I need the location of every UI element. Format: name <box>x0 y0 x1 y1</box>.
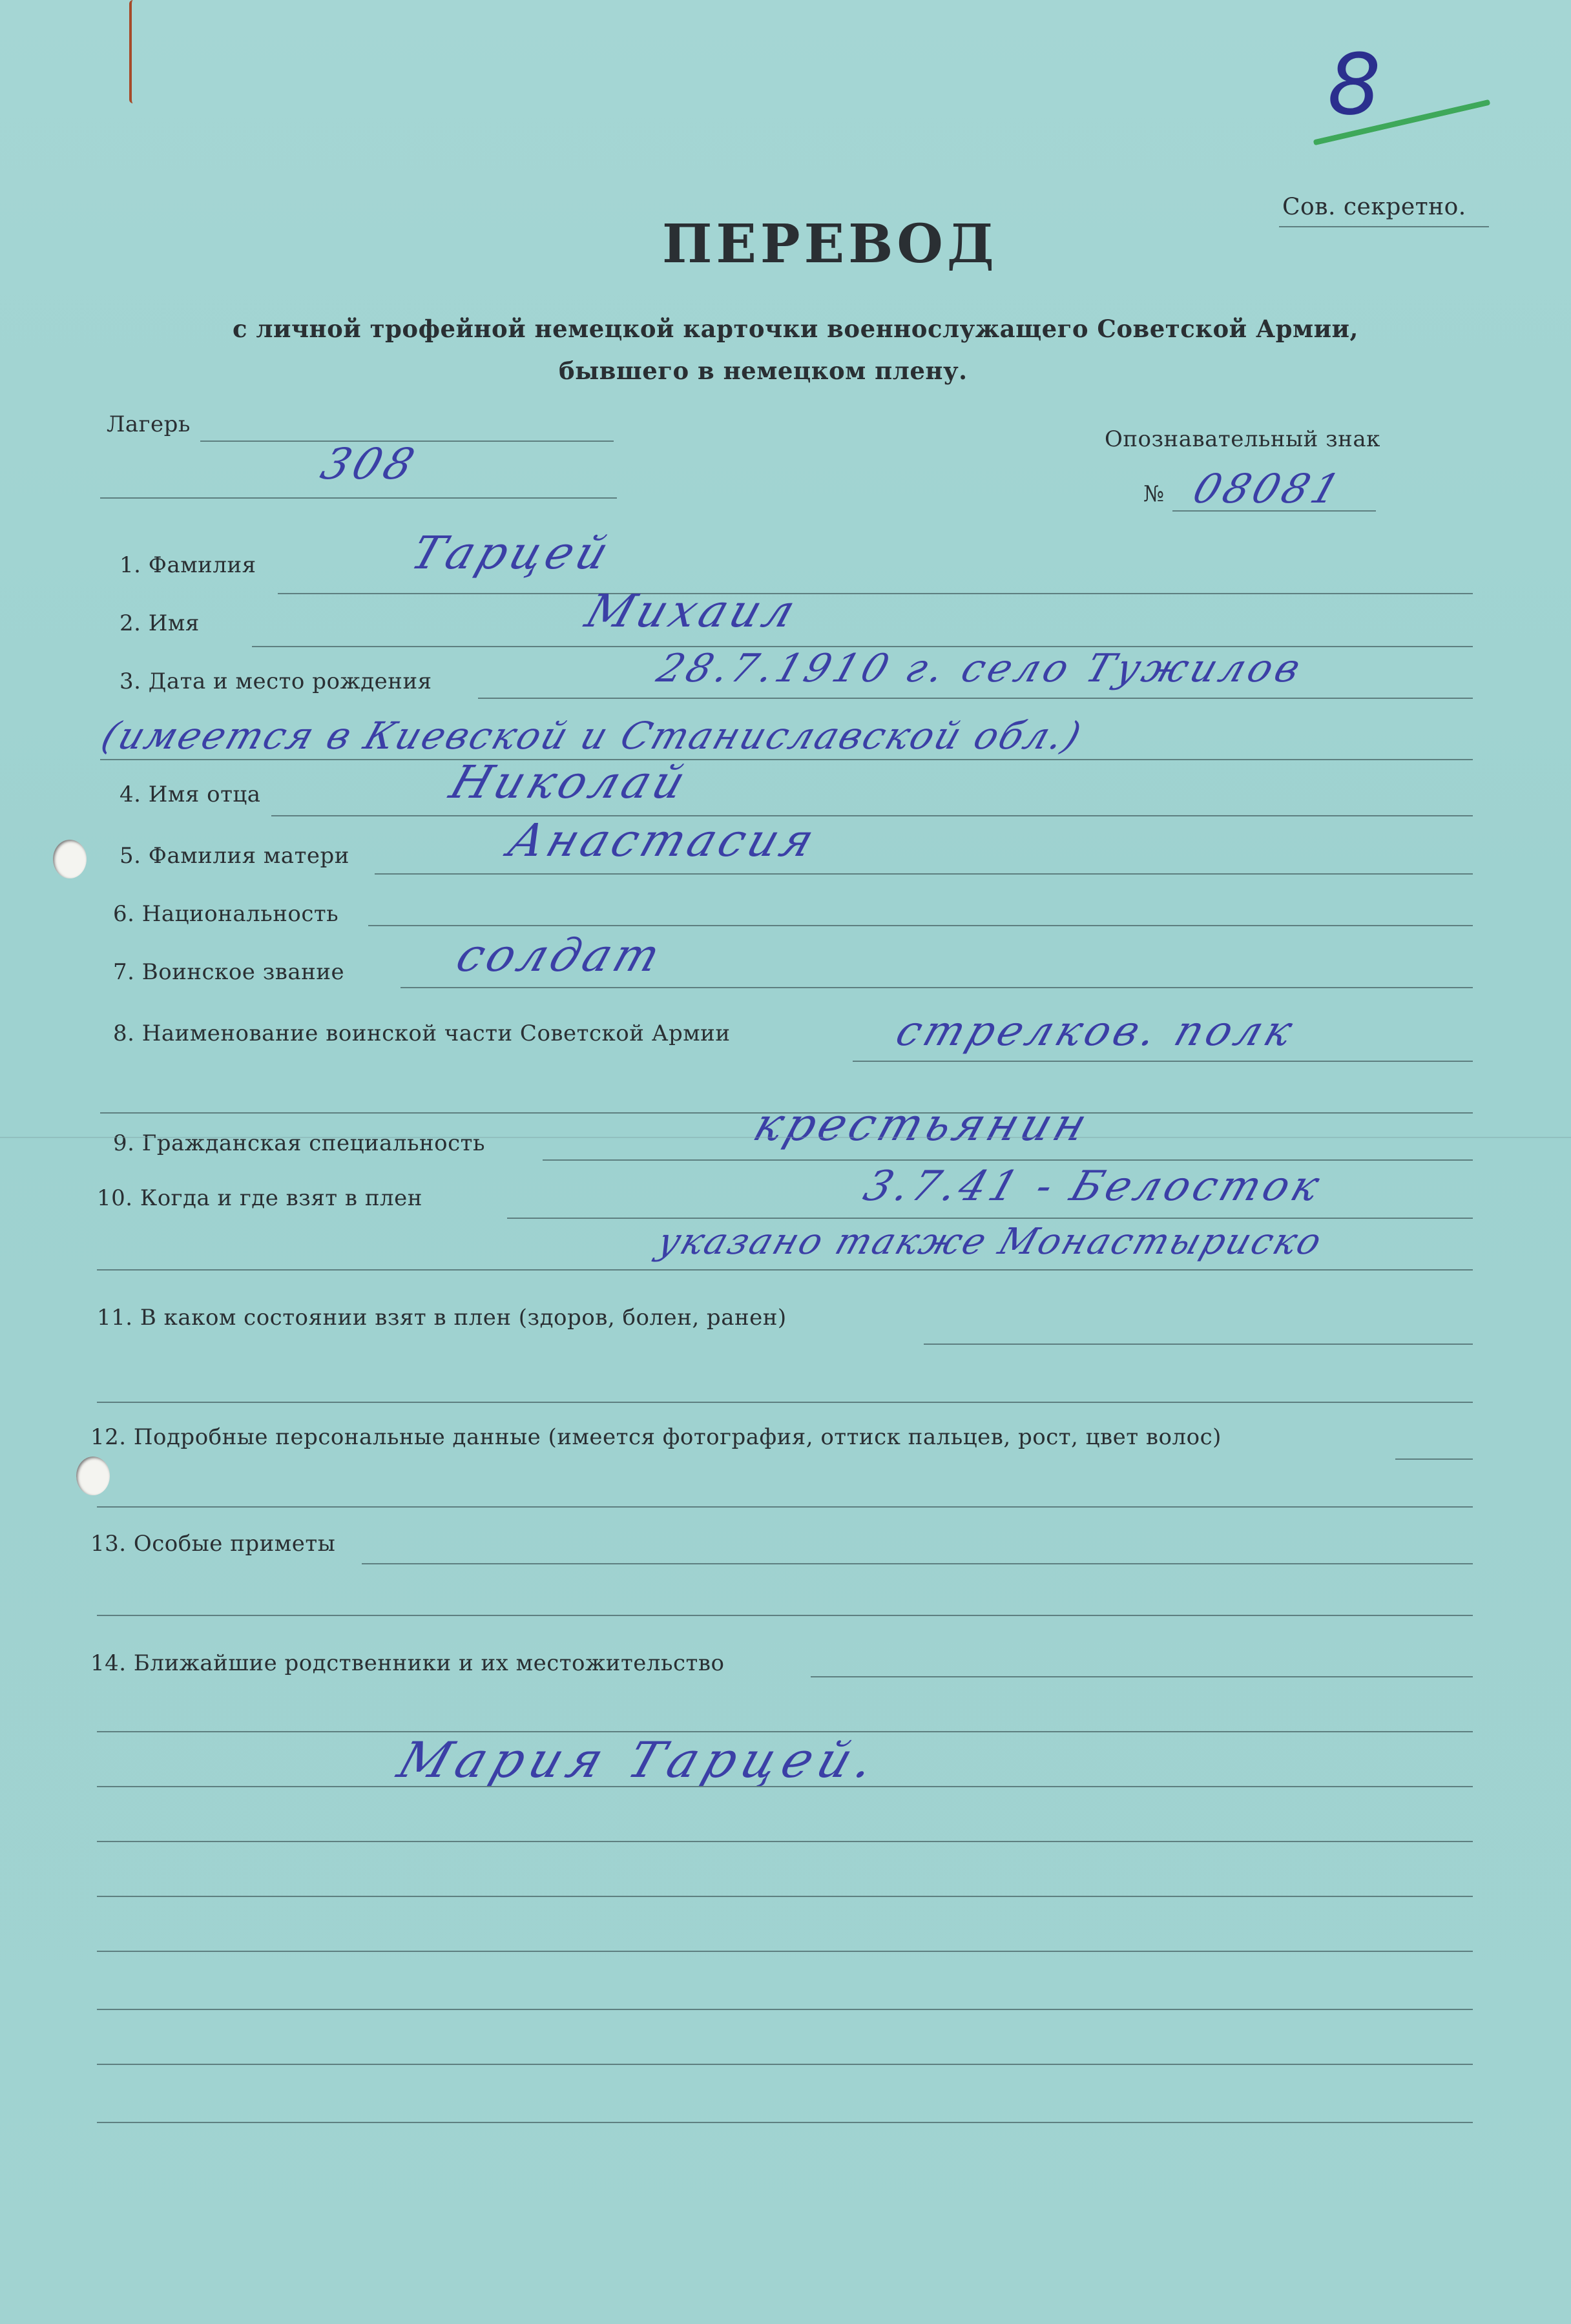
document-subtitle-line1: с личной трофейной немецкой карточки военнослужащего Советской Армии, <box>233 315 1358 343</box>
field-personal-data-line-2 <box>97 1506 1473 1508</box>
field-civil-profession-value: крестьянин <box>747 1098 1098 1151</box>
field-father-value: Николай <box>443 756 696 809</box>
camp-label: Лагерь <box>107 411 191 437</box>
field-unit-label: 8. Наименование воинской части Советской Армии <box>113 1021 731 1046</box>
paper-fold <box>0 1137 1571 1138</box>
field-condition-label: 11. В каком состоянии взят в плен (здоров, болен, ранен) <box>97 1305 787 1331</box>
document-title: ПЕРЕВОД <box>662 213 998 275</box>
field-personal-data-label: 12. Подробные персональные данные (имеется фотография, оттиск пальцев, рост, цвет волос) <box>90 1424 1222 1450</box>
field-rank-line <box>401 987 1473 988</box>
field-rank-value: солдат <box>450 929 671 982</box>
field-civil-profession-label: 9. Гражданская специальность <box>113 1130 485 1156</box>
blank-line <box>97 2064 1473 2065</box>
field-nationality-label: 6. Национальность <box>113 901 339 927</box>
field-capture-value-2: указано также Монастыриско <box>652 1221 1329 1263</box>
field-capture-value: 3.7.41 - Белосток <box>857 1163 1329 1210</box>
id-tag-label: Опознавательный знак <box>1105 426 1380 452</box>
field-surname-value: Тарцей <box>404 526 619 579</box>
field-mother-label: 5. Фамилия матери <box>120 843 349 869</box>
field-special-marks-line-2 <box>97 1615 1473 1616</box>
field-name-label: 2. Имя <box>120 610 200 636</box>
camp-line-2 <box>100 497 617 499</box>
blank-line <box>97 1951 1473 1952</box>
field-birth-value-2: (имеется в Киевской и Станиславской обл.) <box>96 714 1088 758</box>
field-name-value: Михаил <box>579 585 806 638</box>
binder-hole <box>53 840 87 878</box>
classification-label: Сов. секретно. <box>1282 194 1466 220</box>
field-surname-line <box>278 593 1473 594</box>
field-mother-line <box>375 873 1473 875</box>
field-birth-label: 3. Дата и место рождения <box>120 669 432 694</box>
blank-line <box>97 1896 1473 1897</box>
camp-value: 308 <box>315 439 424 489</box>
binder-hole <box>76 1457 110 1495</box>
field-special-marks-line <box>362 1563 1473 1564</box>
blank-line <box>97 2009 1473 2010</box>
field-relatives-label: 14. Ближайшие родственники и их местожительство <box>90 1650 725 1676</box>
field-father-line <box>271 815 1473 816</box>
field-nationality-line <box>368 925 1473 926</box>
field-unit-value: стрелков. полк <box>890 1008 1302 1055</box>
field-mother-value: Анастасия <box>501 814 825 867</box>
field-birth-value: 28.7.1910 г. село Тужилов <box>651 646 1310 691</box>
field-relatives-value: Мария Тарцей. <box>391 1731 889 1789</box>
field-capture-line-2 <box>97 1269 1473 1271</box>
field-relatives-line <box>811 1676 1473 1677</box>
field-condition-line <box>924 1344 1473 1345</box>
blank-line <box>97 1841 1473 1842</box>
id-tag-value: 08081 <box>1187 465 1350 512</box>
field-personal-data-line <box>1395 1458 1473 1460</box>
document-subtitle-line2: бывшего в немецком плену. <box>559 357 968 385</box>
field-unit-line <box>853 1061 1473 1062</box>
field-civil-profession-line <box>543 1159 1473 1161</box>
blank-line <box>97 2122 1473 2123</box>
field-father-label: 4. Имя отца <box>120 782 261 807</box>
id-number-label: № <box>1143 481 1165 507</box>
field-capture-label: 10. Когда и где взят в плен <box>97 1185 422 1211</box>
field-capture-line <box>507 1218 1473 1219</box>
classification-underline <box>1279 226 1489 227</box>
field-condition-line-2 <box>97 1402 1473 1403</box>
field-surname-label: 1. Фамилия <box>120 552 256 578</box>
field-birth-line <box>478 698 1473 699</box>
field-relatives-line-3 <box>97 1786 1473 1787</box>
field-rank-label: 7. Воинское звание <box>113 959 345 985</box>
red-pen-mark <box>129 0 141 103</box>
field-special-marks-label: 13. Особые приметы <box>90 1531 336 1557</box>
handwritten-corner-number: 8 <box>1327 36 1375 134</box>
field-birth-line-2 <box>100 759 1473 760</box>
